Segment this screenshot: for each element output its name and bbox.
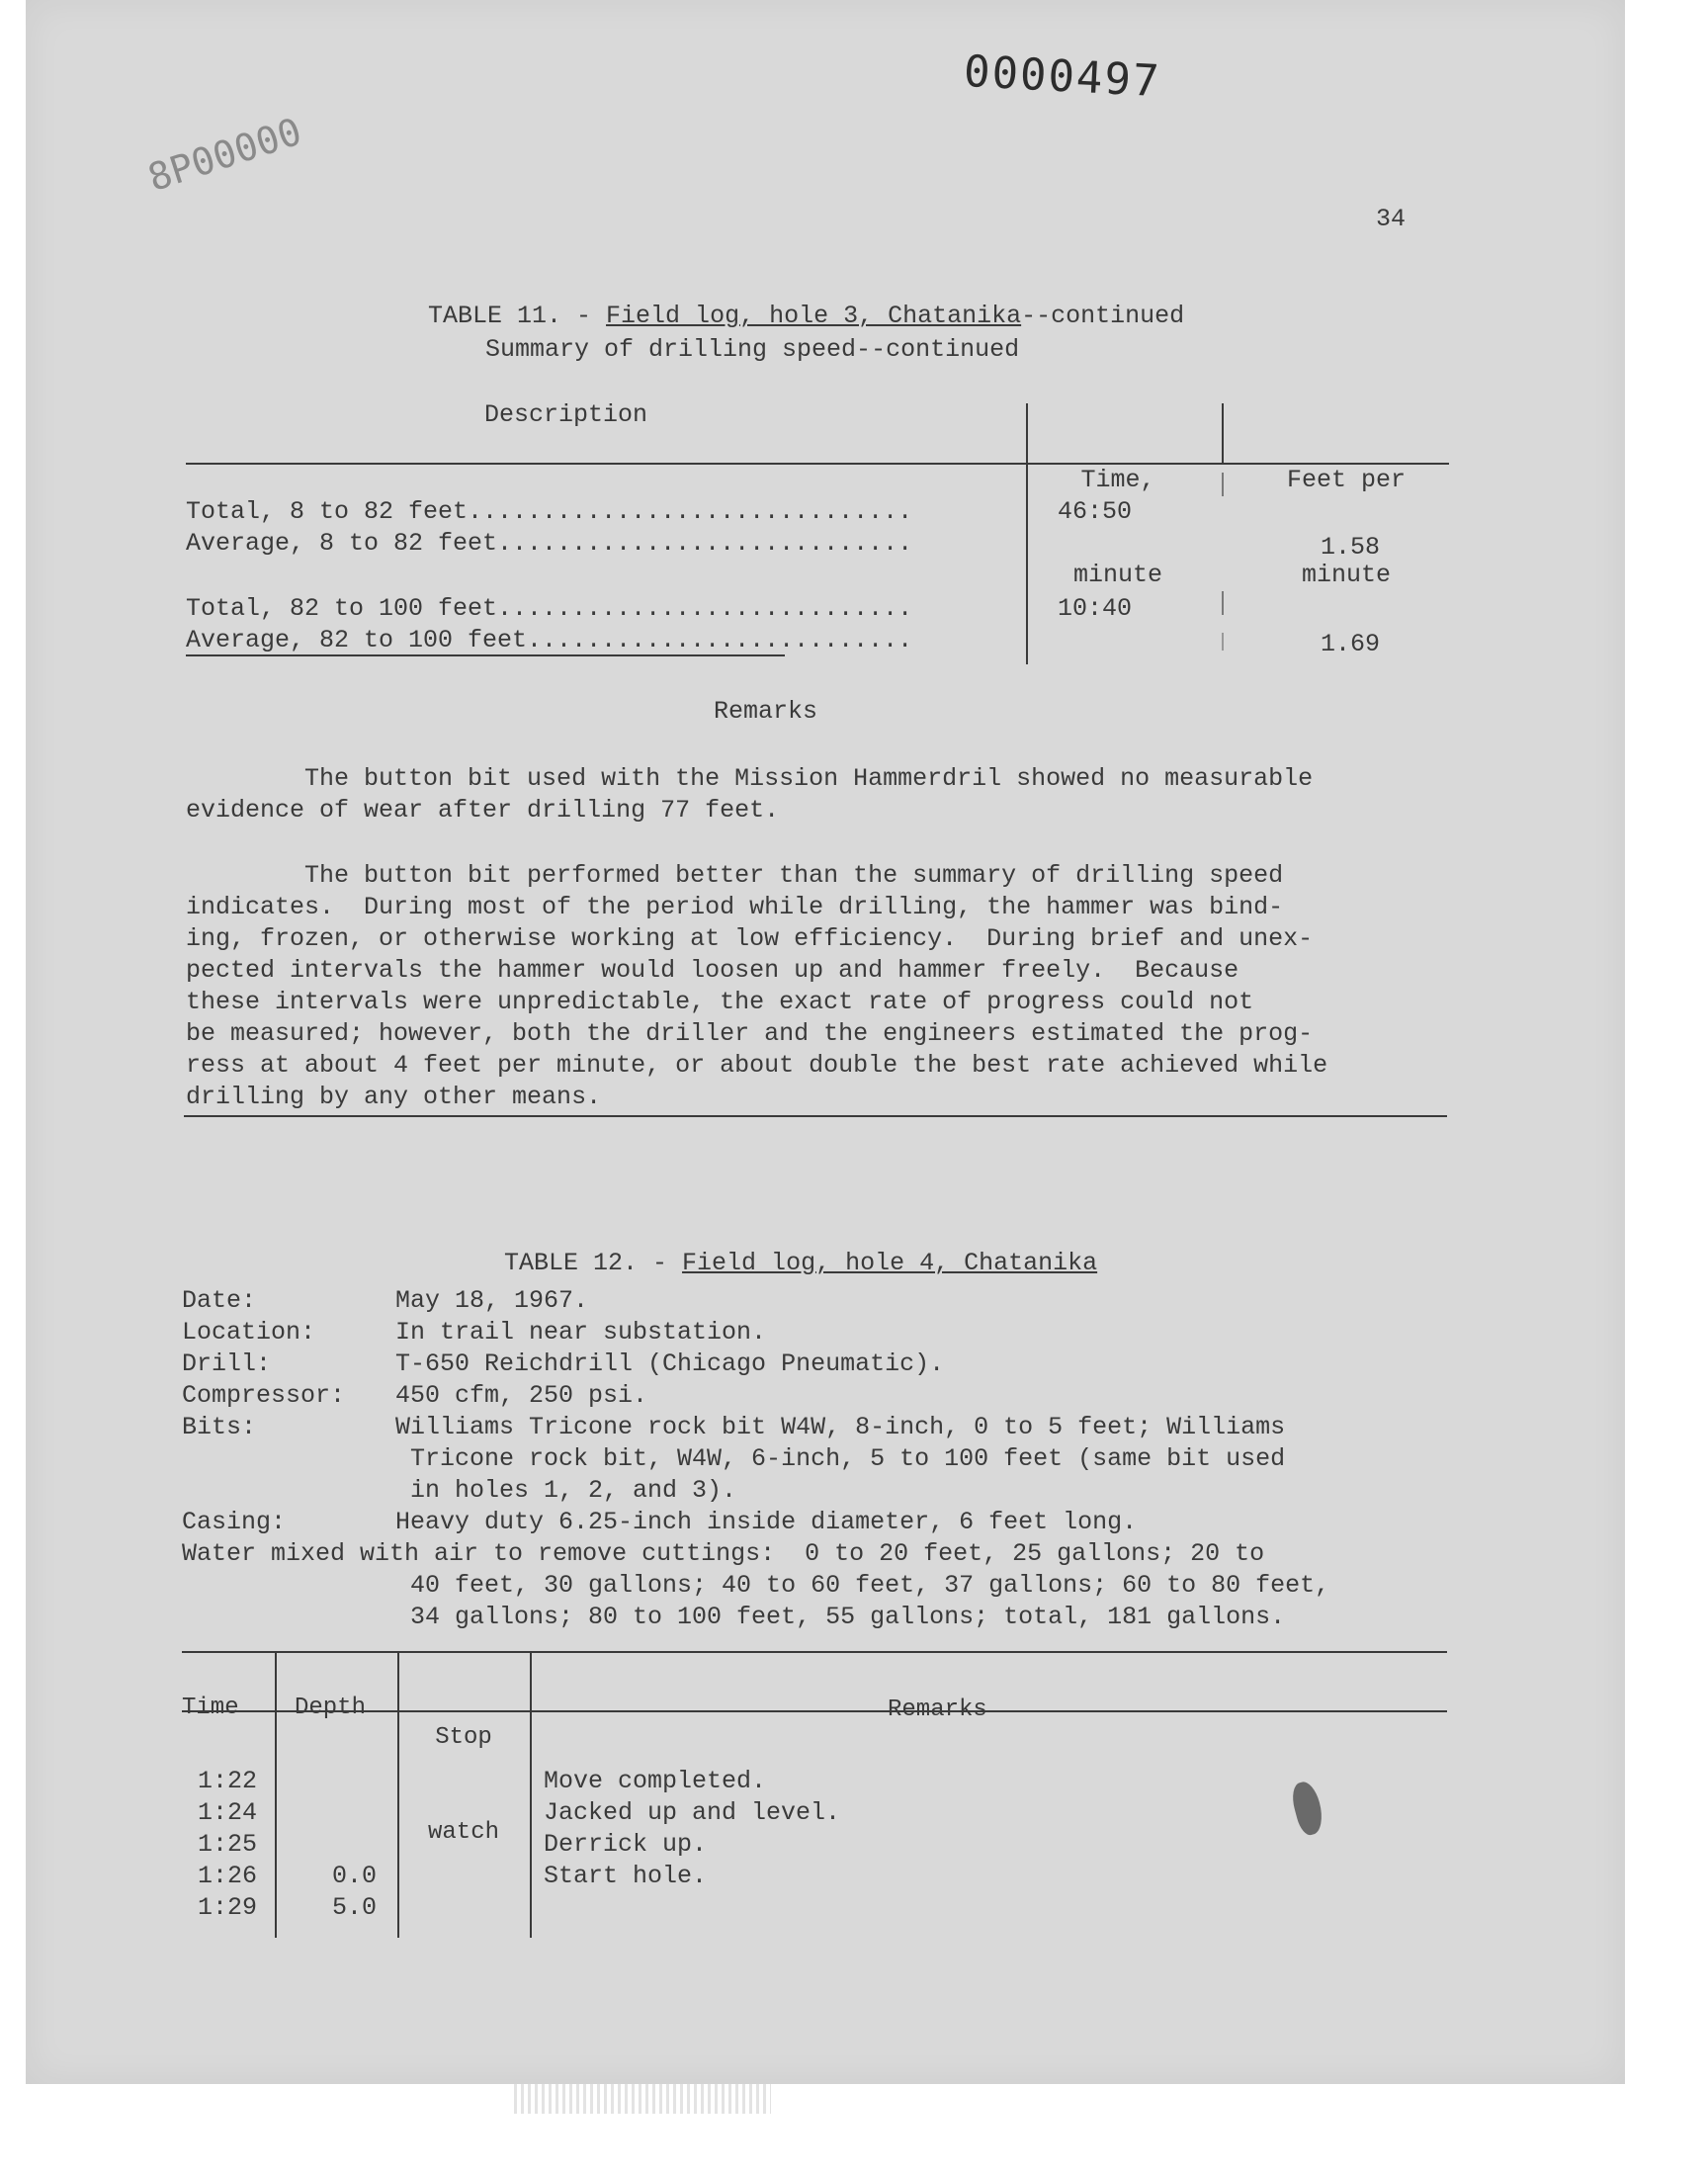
field-label-compressor: Compressor: bbox=[182, 1381, 346, 1410]
table11-row-feet: 1.69 bbox=[1321, 630, 1381, 658]
field-value-compressor: 450 cfm, 250 psi. bbox=[395, 1381, 648, 1410]
table11-title-suffix: --continued bbox=[1021, 302, 1185, 330]
table11-partial-underline bbox=[186, 654, 785, 656]
table12-row-time: 1:26 bbox=[198, 1862, 258, 1890]
table12-header-depth: Depth bbox=[295, 1695, 367, 1721]
table11-subtitle: Summary of drilling speed--continued bbox=[485, 335, 1020, 364]
field-value-casing: Heavy duty 6.25-inch inside diameter, 6 feet long. bbox=[395, 1508, 1138, 1536]
table12-header-time: Time bbox=[182, 1695, 239, 1721]
field-value-location: In trail near substation. bbox=[395, 1318, 767, 1347]
table11-row-description: Total, 8 to 82 feet.............................. bbox=[186, 497, 913, 526]
table12-row-depth: 0.0 bbox=[332, 1862, 378, 1890]
remarks-para2-line: drilling by any other means. bbox=[186, 1083, 602, 1111]
remarks-para1-line: evidence of wear after drilling 77 feet. bbox=[186, 796, 780, 825]
table12-top-rule bbox=[182, 1651, 1447, 1653]
remarks-para2-line: indicates. During most of the period while drilling, the hammer was bind- bbox=[186, 893, 1284, 921]
top-stamp-number: 0000497 bbox=[962, 45, 1162, 108]
table11-row-description: Average, 82 to 100 feet.......................... bbox=[186, 626, 913, 654]
table11-col-divider-1 bbox=[1026, 403, 1028, 664]
table12-row-remarks: Start hole. bbox=[544, 1862, 708, 1890]
table12-row-remarks: Jacked up and level. bbox=[544, 1798, 841, 1827]
table12-row-remarks: Move completed. bbox=[544, 1767, 767, 1795]
table11-title-underlined: Field log, hole 3, Chatanika bbox=[606, 302, 1022, 330]
table12-row-time: 1:22 bbox=[198, 1767, 258, 1795]
table12-header-remarks: Remarks bbox=[888, 1696, 987, 1723]
remarks-heading: Remarks bbox=[714, 697, 818, 726]
field-value-date: May 18, 1967. bbox=[395, 1286, 589, 1315]
table11-col-divider-2d bbox=[1222, 633, 1224, 651]
table11-title-prefix: TABLE 11. - bbox=[428, 302, 607, 330]
table12-header-stop bbox=[399, 1659, 528, 1912]
remarks-para2-line: pected intervals the hammer would loosen up and hammer freely. Because bbox=[186, 956, 1239, 985]
water-line: Water mixed with air to remove cuttings: 0 to 20 feet, 25 gallons; 20 to bbox=[182, 1539, 1265, 1568]
water-line: 40 feet, 30 gallons; 40 to 60 feet, 37 gallons; 60 to 80 feet, bbox=[395, 1571, 1330, 1600]
scan-artifact bbox=[514, 2084, 771, 2114]
field-label-casing: Casing: bbox=[182, 1508, 287, 1536]
table11-header-feet-line1: Feet per bbox=[1286, 466, 1407, 494]
field-value-drill: T-650 Reichdrill (Chicago Pneumatic). bbox=[395, 1349, 945, 1378]
table11-row-description: Average, 8 to 82 feet............................ bbox=[186, 529, 913, 558]
table11-col-divider-2 bbox=[1222, 403, 1224, 463]
rotated-stamp-number: 8P00000 bbox=[142, 109, 307, 200]
table12-header-stop-line2: watch bbox=[427, 1819, 499, 1846]
table11-row-feet: 1.58 bbox=[1321, 533, 1381, 562]
remarks-end-rule bbox=[184, 1115, 1447, 1117]
table12-row-depth: 5.0 bbox=[332, 1893, 378, 1922]
remarks-para2-line: ress at about 4 feet per minute, or about double the best rate achieved while bbox=[186, 1051, 1328, 1080]
field-label-location: Location: bbox=[182, 1318, 316, 1347]
page-number: 34 bbox=[1376, 205, 1407, 233]
table11-header-description: Description bbox=[484, 400, 648, 429]
table11-header-time-line1: Time, bbox=[1080, 466, 1155, 494]
field-label-date: Date: bbox=[182, 1286, 257, 1315]
table11-header-feet-line2: minute bbox=[1301, 561, 1391, 589]
table12-row-time: 1:24 bbox=[198, 1798, 258, 1827]
table11-header-rule bbox=[186, 463, 1449, 465]
table12-title-prefix: TABLE 12. - bbox=[504, 1249, 683, 1277]
remarks-para2-line: be measured; however, both the driller and the engineers estimated the prog- bbox=[186, 1019, 1314, 1048]
table12-col-divider bbox=[530, 1651, 532, 1938]
remarks-para2-line: ing, frozen, or otherwise working at low efficiency. During brief and unex- bbox=[186, 924, 1314, 953]
table11-col-divider-2b bbox=[1222, 473, 1224, 496]
remarks-para1-line: The button bit used with the Mission Hammerdril showed no measurable bbox=[186, 764, 1314, 793]
table12-row-time: 1:29 bbox=[198, 1893, 258, 1922]
table12-header-stop-line1: Stop bbox=[435, 1724, 492, 1751]
water-line: 34 gallons; 80 to 100 feet, 55 gallons; total, 181 gallons. bbox=[395, 1603, 1286, 1631]
document-page bbox=[26, 0, 1625, 2084]
field-value-bits: Williams Tricone rock bit W4W, 8-inch, 0 to 5 feet; Williams bbox=[395, 1413, 1286, 1441]
table11-row-time: 46:50 bbox=[1058, 497, 1133, 526]
table11-header-feet bbox=[1247, 401, 1445, 654]
field-label-bits: Bits: bbox=[182, 1413, 257, 1441]
remarks-para2-line: these intervals were unpredictable, the exact rate of progress could not bbox=[186, 988, 1254, 1016]
table11-row-description: Total, 82 to 100 feet............................ bbox=[186, 594, 913, 623]
table12-row-time: 1:25 bbox=[198, 1830, 258, 1859]
table12-title-underlined: Field log, hole 4, Chatanika bbox=[682, 1249, 1098, 1277]
field-label-drill: Drill: bbox=[182, 1349, 272, 1378]
table12-col-divider bbox=[275, 1651, 277, 1938]
table12-row-remarks: Derrick up. bbox=[544, 1830, 708, 1859]
field-value-bits: Tricone rock bit, W4W, 6-inch, 5 to 100 feet (same bit used bbox=[395, 1444, 1286, 1473]
remarks-para2-line: The button bit performed better than the summary of drilling speed bbox=[186, 861, 1284, 890]
table11-row-time: 10:40 bbox=[1058, 594, 1133, 623]
table11-header-time-line2: minute bbox=[1072, 561, 1162, 589]
field-value-bits: in holes 1, 2, and 3). bbox=[395, 1476, 737, 1505]
table12-header-rule bbox=[182, 1710, 1447, 1712]
ink-blot bbox=[1288, 1780, 1326, 1838]
table11-col-divider-2c bbox=[1222, 591, 1224, 615]
